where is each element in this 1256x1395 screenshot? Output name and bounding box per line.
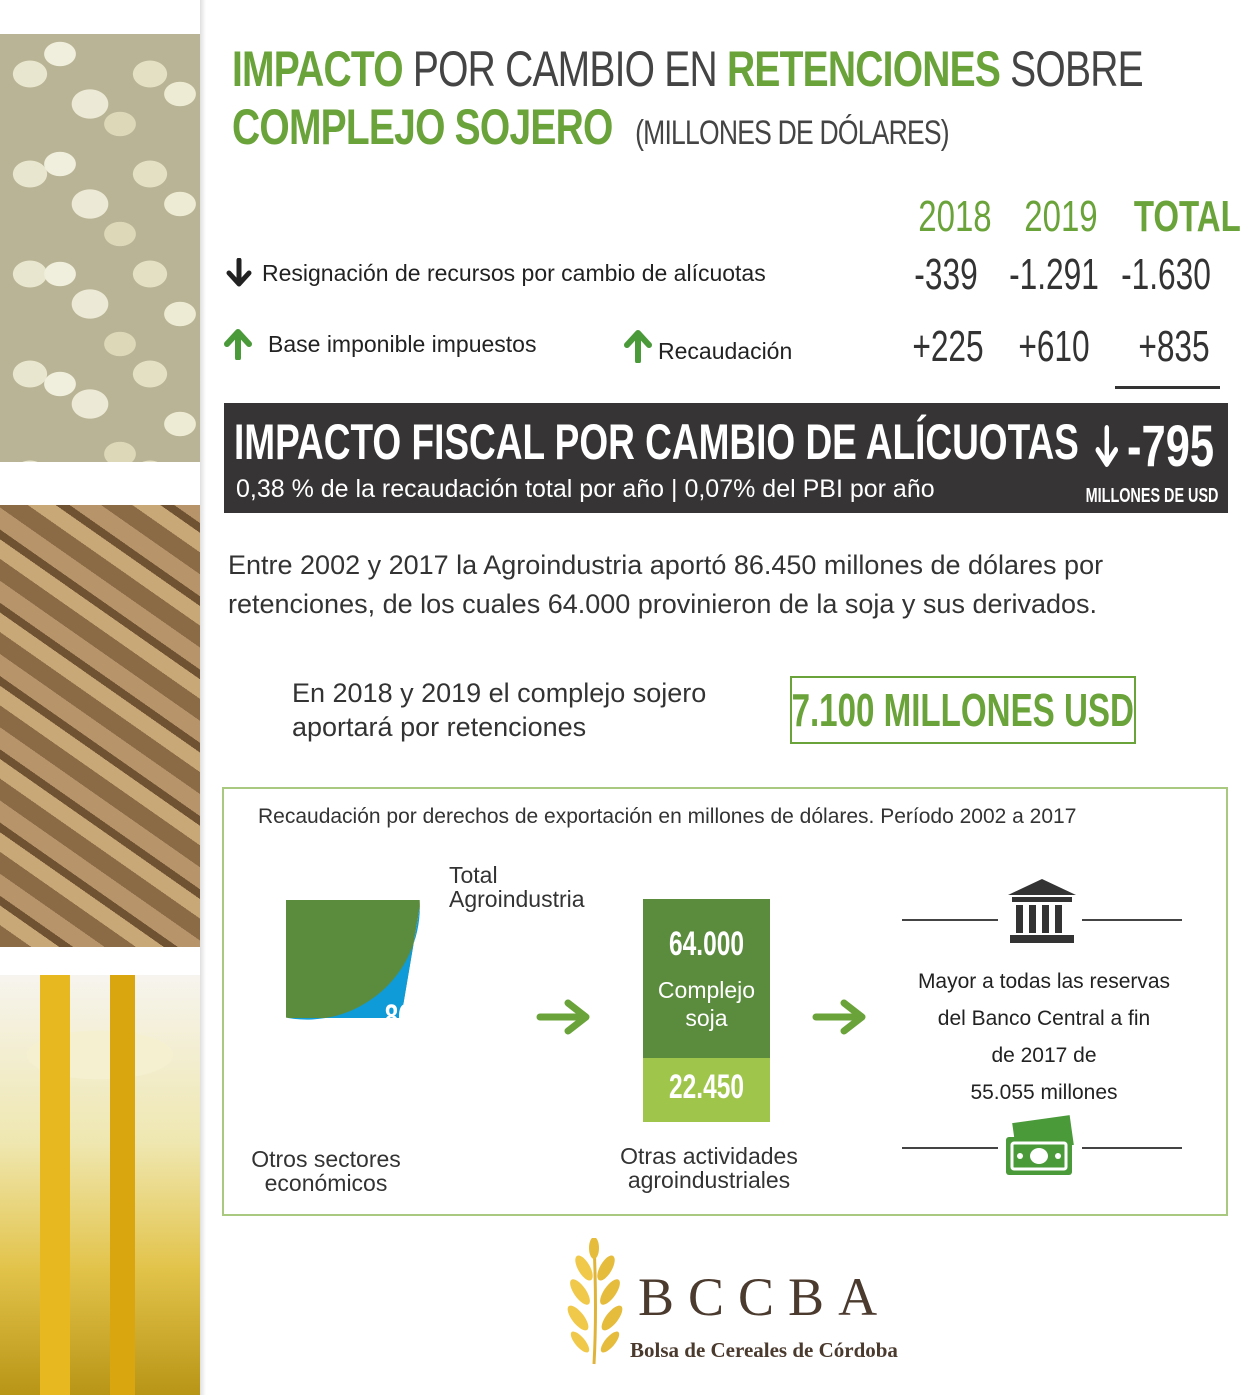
page-title bbox=[232, 40, 1232, 162]
row1-total-value: -1.630 bbox=[1121, 250, 1211, 299]
wheat-icon bbox=[560, 1238, 630, 1366]
total-header: TOTAL bbox=[1133, 192, 1241, 241]
fiscal-value-group bbox=[1094, 413, 1214, 480]
aporta-text: En 2018 y 2019 el complejo sojero aportará por retenciones bbox=[292, 678, 707, 742]
fiscal-subtitle: 0,38 % de la recaudación total por año | 0,07% del PBI por año bbox=[236, 475, 935, 503]
row2-total-value: +835 bbox=[1138, 322, 1210, 371]
arrow-down-icon bbox=[1094, 424, 1120, 470]
bar-label-soja-2: soja bbox=[685, 1005, 728, 1031]
fiscal-impact-bar bbox=[224, 403, 1228, 513]
bar-segment-soja bbox=[643, 899, 770, 1058]
label-otros-1: Otros sectores bbox=[251, 1146, 401, 1172]
row-recaudacion bbox=[624, 326, 792, 365]
row-resignacion-label: Resignación de recursos por cambio de alícuotas bbox=[262, 259, 766, 286]
bar-segment-otras bbox=[643, 1058, 770, 1122]
label-otras-actividades bbox=[594, 1144, 824, 1192]
row1-2019-value: -1.291 bbox=[1009, 250, 1099, 299]
chart-title: Recaudación por derechos de exportación en millones de dólares. Período 2002 a 2017 bbox=[258, 805, 1077, 828]
pie-label-otros: 33.070 bbox=[306, 1080, 382, 1119]
title-word-por-cambio: POR CAMBIO EN bbox=[412, 41, 717, 97]
row2-2018-value: +225 bbox=[912, 322, 984, 371]
year-2019-header: 2019 bbox=[1024, 192, 1098, 241]
title-word-retenciones: RETENCIONES bbox=[726, 41, 1001, 97]
year-2018-header: 2018 bbox=[918, 192, 992, 241]
arrow-right-icon bbox=[536, 997, 596, 1037]
bank-icon bbox=[1004, 877, 1080, 947]
total-rule bbox=[1115, 386, 1220, 389]
chart-panel bbox=[222, 787, 1228, 1216]
bar-label-soja-1: Complejo bbox=[657, 977, 756, 1003]
label-otros-sectores bbox=[231, 1147, 421, 1195]
logo-subtitle: Bolsa de Cereales de Córdoba bbox=[630, 1338, 898, 1362]
reserves-line-1: Mayor a todas las reservas bbox=[917, 970, 1171, 993]
money-icon bbox=[1000, 1115, 1080, 1181]
fiscal-value: -795 bbox=[1126, 414, 1214, 479]
label-agroindustria: Agroindustria bbox=[449, 886, 585, 912]
reserves-line-2: del Banco Central a fin bbox=[937, 1007, 1151, 1030]
row1-2018-value: -339 bbox=[914, 250, 978, 299]
soybeans-photo bbox=[0, 34, 200, 462]
pie-label-agroindustria: 86.450 bbox=[384, 998, 460, 1037]
arrow-right-icon bbox=[812, 997, 872, 1037]
fiscal-title: IMPACTO FISCAL POR CAMBIO DE ALÍCUOTAS bbox=[234, 414, 1079, 470]
fiscal-unit: MILLONES DE USD bbox=[1085, 485, 1218, 507]
reserves-text bbox=[884, 963, 1204, 1111]
title-word-sobre: SOBRE bbox=[1010, 41, 1143, 97]
title-line-2 bbox=[232, 98, 1012, 162]
row2-2019-value: +610 bbox=[1018, 322, 1090, 371]
title-word-complejo-sojero: COMPLEJO SOJERO bbox=[232, 99, 613, 155]
divider-line bbox=[1082, 1147, 1182, 1149]
aporta-value: 7.100 MILLONES USD bbox=[791, 684, 1135, 736]
divider-line bbox=[902, 919, 998, 921]
label-otras-2: agroindustriales bbox=[627, 1167, 791, 1193]
row-base-imponible bbox=[224, 328, 536, 360]
soy-oil-photo bbox=[0, 975, 200, 1395]
row-base-imponible-label: Base imponible impuestos bbox=[268, 330, 537, 357]
arrow-down-icon bbox=[226, 258, 252, 288]
reserves-line-3: de 2017 de bbox=[991, 1044, 1097, 1067]
arrow-up-icon bbox=[224, 328, 252, 360]
bar-value-otras: 22.450 bbox=[669, 1068, 744, 1106]
title-unit: (MILLONES DE DÓLARES) bbox=[635, 114, 949, 152]
label-total: Total bbox=[449, 862, 498, 888]
logo-name: BCCBA bbox=[638, 1267, 892, 1327]
divider-line bbox=[1082, 919, 1182, 921]
label-otros-2: económicos bbox=[264, 1170, 388, 1196]
soy-pellets-photo bbox=[0, 505, 200, 947]
aporta-value-box bbox=[790, 676, 1136, 744]
title-word-impacto: IMPACTO bbox=[232, 41, 403, 97]
label-otras-1: Otras actividades bbox=[620, 1143, 798, 1169]
row-recaudacion-label: Recaudación bbox=[658, 338, 793, 364]
reserves-line-4: 55.055 millones bbox=[970, 1081, 1118, 1104]
divider-line bbox=[902, 1147, 998, 1149]
strip-shadow bbox=[200, 0, 206, 1395]
summary-paragraph: Entre 2002 y 2017 la Agroindustria aportó 86.450 millones de dólares por retenciones, de los cuales 64.000 provinieron de la soja y sus derivados. bbox=[228, 550, 1104, 619]
bccba-logo bbox=[560, 1238, 960, 1368]
arrow-up-icon bbox=[624, 329, 652, 363]
row-resignacion bbox=[226, 258, 766, 288]
bar-value-soja: 64.000 bbox=[669, 925, 744, 963]
pie-chart bbox=[286, 900, 516, 1136]
title-line-1 bbox=[232, 40, 1143, 98]
